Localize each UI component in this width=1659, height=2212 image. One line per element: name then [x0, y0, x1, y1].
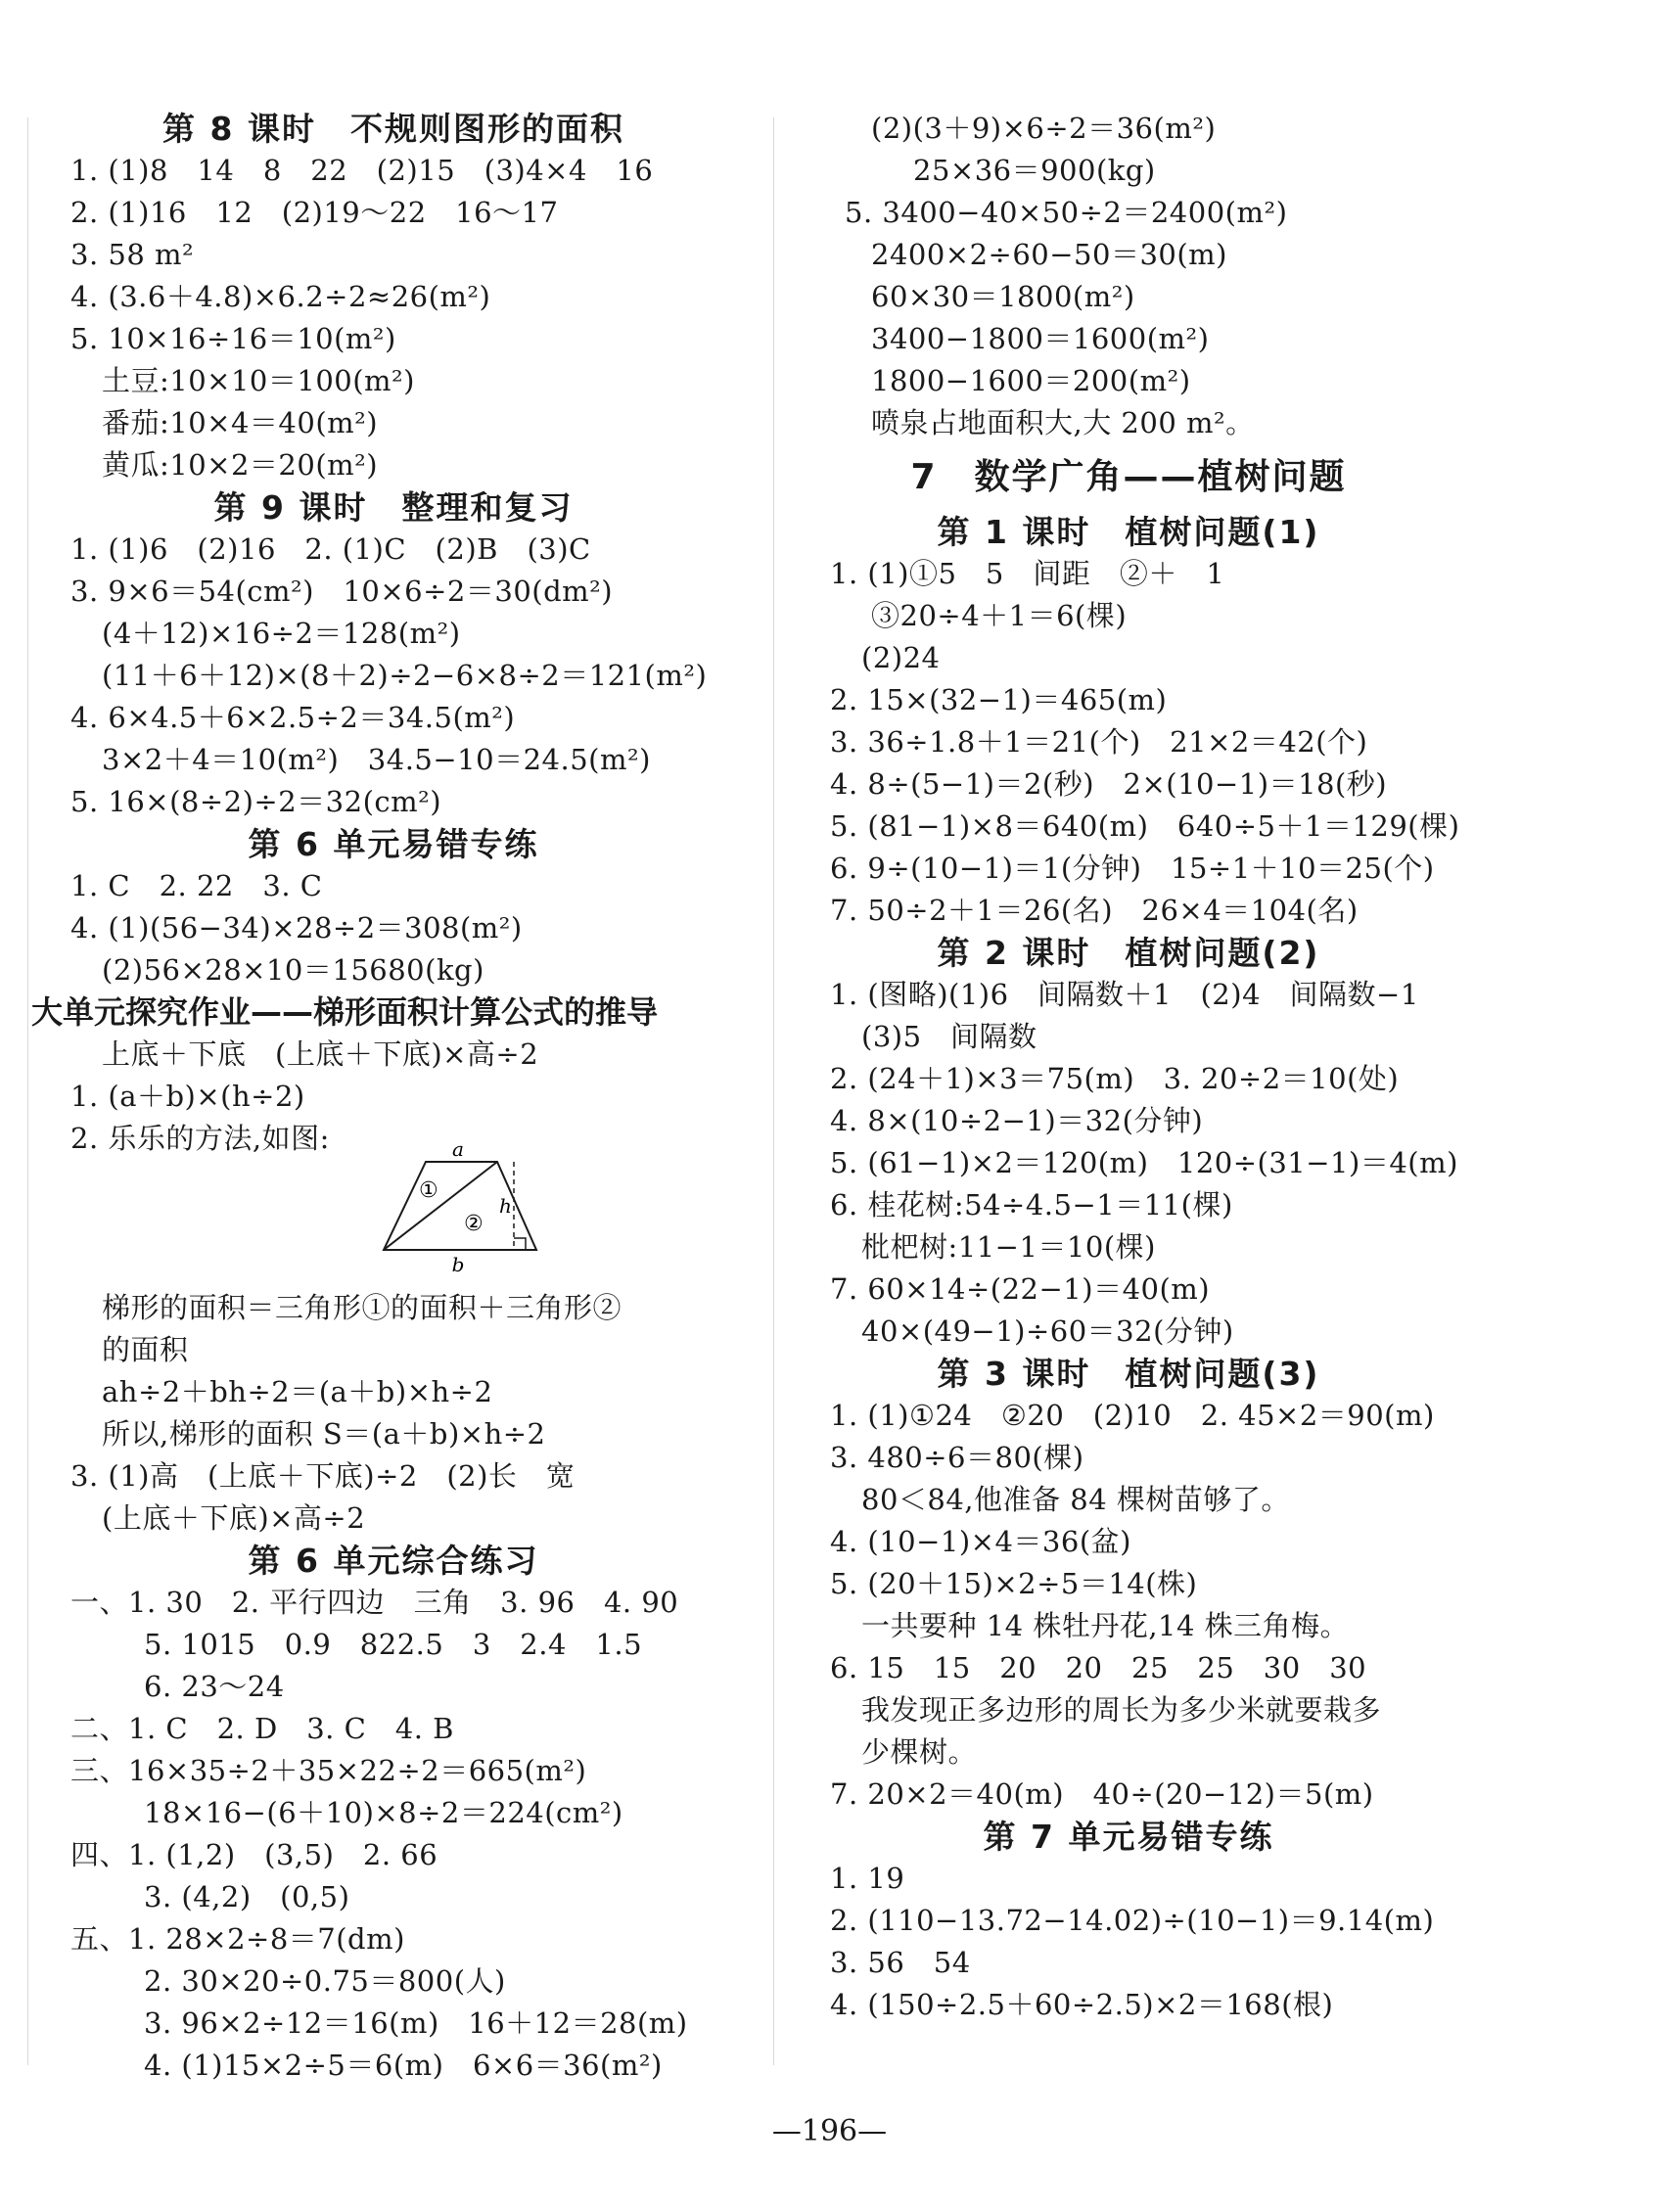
- answer-line: 1. (1)6 (2)16 2. (1)C (2)B (3)C: [70, 532, 591, 566]
- answer-line: (2)24: [861, 641, 941, 674]
- answer-line: 2400×2÷60−50＝30(m): [871, 238, 1227, 271]
- answer-line: (2)56×28×10＝15680(kg): [102, 953, 484, 987]
- answer-line: 3. (4,2) (0,5): [144, 1880, 350, 1913]
- answer-line: (3)5 间隔数: [861, 1020, 1037, 1053]
- answer-line: 6. 15 15 20 20 25 25 30 30: [830, 1651, 1367, 1684]
- answer-line: 五、1. 28×2÷8＝7(dm): [70, 1922, 405, 1956]
- label-b: b: [451, 1253, 465, 1272]
- answer-line: 80＜84,他准备 84 棵树苗够了。: [861, 1483, 1290, 1516]
- left-column: [31, 108, 756, 2087]
- label-triangle-2: ②: [464, 1212, 484, 1236]
- section-heading: 第 6 单元易错专练: [248, 825, 539, 863]
- answer-line: 5. 3400−40×50÷2＝2400(m²): [845, 196, 1288, 229]
- answer-line: 5. 1015 0.9 822.5 3 2.4 1.5: [144, 1628, 643, 1661]
- label-h: h: [499, 1194, 512, 1218]
- answer-line: 1. (1)①24 ②20 (2)10 2. 45×2＝90(m): [830, 1399, 1435, 1432]
- answer-line: 4. (3.6＋4.8)×6.2÷2≈26(m²): [70, 280, 491, 313]
- answer-line: (11＋6＋12)×(8＋2)÷2−6×8÷2＝121(m²): [102, 659, 708, 692]
- project-heading: 大单元探究作业——梯形面积计算公式的推导: [31, 993, 659, 1031]
- right-angle-mark: [514, 1238, 526, 1250]
- answer-line: 四、1. (1,2) (3,5) 2. 66: [70, 1838, 438, 1871]
- answer-line: 3. 36÷1.8＋1＝21(个) 21×2＝42(个): [830, 725, 1368, 759]
- answer-line: 梯形的面积＝三角形①的面积＋三角形②: [102, 1291, 622, 1324]
- column-divider: [773, 117, 774, 2065]
- trapezoid-diagram: [364, 1140, 560, 1272]
- answer-line: 3. 480÷6＝80(棵): [830, 1441, 1084, 1474]
- answer-line: 枇杷树:11−1＝10(棵): [861, 1230, 1156, 1264]
- answer-line: 所以,梯形的面积 S＝(a＋b)×h÷2: [102, 1417, 546, 1451]
- answer-line: 1. (a＋b)×(h÷2): [70, 1080, 305, 1113]
- right-column: [791, 108, 1466, 2026]
- answer-line: 4. 6×4.5＋6×2.5÷2＝34.5(m²): [70, 701, 516, 734]
- answer-line: 少棵树。: [861, 1735, 978, 1769]
- label-a: a: [452, 1140, 464, 1161]
- answer-line: 60×30＝1800(m²): [871, 280, 1135, 313]
- section-heading: 第 2 课时 植树问题(2): [937, 934, 1320, 972]
- answer-line: 5. 16×(8÷2)÷2＝32(cm²): [70, 785, 442, 818]
- answer-line: 3. 96×2÷12＝16(m) 16＋12＝28(m): [144, 2006, 688, 2040]
- answer-line: 二、1. C 2. D 3. C 4. B: [70, 1712, 454, 1745]
- answer-line: 1. (图略)(1)6 间隔数＋1 (2)4 间隔数−1: [830, 978, 1419, 1011]
- answer-line: (2)(3＋9)×6÷2＝36(m²): [871, 112, 1217, 145]
- answer-line: 黄瓜:10×2＝20(m²): [102, 448, 379, 482]
- answer-line: 6. 23～24: [144, 1670, 285, 1703]
- answer-line: 25×36＝900(kg): [913, 154, 1156, 187]
- answer-line: 我发现正多边形的周长为多少米就要栽多: [861, 1693, 1382, 1727]
- answer-line: 4. (1)(56−34)×28÷2＝308(m²): [70, 911, 523, 945]
- section-heading: 第 8 课时 不规则图形的面积: [162, 110, 624, 148]
- answer-line: 三、16×35÷2＋35×22÷2＝665(m²): [70, 1754, 587, 1787]
- answer-line: 3. 56 54: [830, 1946, 971, 1979]
- answer-line: 4. (150÷2.5＋60÷2.5)×2＝168(根): [830, 1988, 1334, 2021]
- answer-line: 1. C 2. 22 3. C: [70, 869, 323, 902]
- left-margin-rule: [27, 117, 28, 2065]
- answer-line: 6. 桂花树:54÷4.5−1＝11(棵): [830, 1188, 1233, 1221]
- answer-line: 一、1. 30 2. 平行四边 三角 3. 96 4. 90: [70, 1586, 679, 1619]
- answer-line: 3×2＋4＝10(m²) 34.5−10＝24.5(m²): [102, 743, 651, 776]
- answer-line: 4. 8×(10÷2−1)＝32(分钟): [830, 1104, 1204, 1137]
- answer-line: (4＋12)×16÷2＝128(m²): [102, 617, 461, 650]
- answer-line: 2. (24＋1)×3＝75(m) 3. 20÷2＝10(处): [830, 1062, 1400, 1095]
- unit-heading: 7 数学广角——植树问题: [910, 457, 1347, 497]
- answer-line: 5. 10×16÷16＝10(m²): [70, 322, 396, 355]
- answer-line: 4. (10−1)×4＝36(盆): [830, 1525, 1131, 1558]
- answer-line: 5. (61−1)×2＝120(m) 120÷(31−1)＝4(m): [830, 1146, 1458, 1179]
- answer-line: 7. 20×2＝40(m) 40÷(20−12)＝5(m): [830, 1777, 1374, 1811]
- section-heading: 第 3 课时 植树问题(3): [937, 1355, 1320, 1393]
- answer-line: 3. 9×6＝54(cm²) 10×6÷2＝30(dm²): [70, 575, 614, 608]
- answer-line: 3. (1)高 (上底＋下底)÷2 (2)长 宽: [70, 1459, 576, 1493]
- trapezoid-diagonal: [384, 1162, 497, 1250]
- answer-line: 2. 乐乐的方法,如图:: [70, 1122, 330, 1155]
- answer-line: 4. (1)15×2÷5＝6(m) 6×6＝36(m²): [144, 2049, 663, 2082]
- answer-line: 7. 50÷2＋1＝26(名) 26×4＝104(名): [830, 894, 1359, 927]
- answer-line: 18×16−(6＋10)×8÷2＝224(cm²): [144, 1796, 623, 1829]
- answer-line: 6. 9÷(10−1)＝1(分钟) 15÷1＋10＝25(个): [830, 852, 1435, 885]
- section-heading: 第 9 课时 整理和复习: [213, 488, 574, 527]
- answer-line: 2. (1)16 12 (2)19～22 16～17: [70, 196, 559, 229]
- answer-line: 3400−1800＝1600(m²): [871, 322, 1210, 355]
- answer-line: (上底＋下底)×高÷2: [102, 1501, 366, 1535]
- answer-line: 2. (110−13.72−14.02)÷(10−1)＝9.14(m): [830, 1904, 1435, 1937]
- section-heading: 第 6 单元综合练习: [248, 1542, 539, 1580]
- label-triangle-1: ①: [419, 1178, 438, 1203]
- answer-line: 7. 60×14÷(22−1)＝40(m): [830, 1272, 1211, 1306]
- section-heading: 第 1 课时 植树问题(1): [937, 513, 1320, 551]
- answer-line: 40×(49−1)÷60＝32(分钟): [861, 1314, 1234, 1348]
- answer-line: 4. 8÷(5−1)＝2(秒) 2×(10−1)＝18(秒): [830, 767, 1388, 801]
- answer-line: 1800−1600＝200(m²): [871, 364, 1191, 397]
- answer-line: ③20÷4＋1＝6(棵): [871, 599, 1128, 632]
- answer-line: 一共要种 14 株牡丹花,14 株三角梅。: [861, 1609, 1350, 1642]
- trapezoid-figure: [31, 1140, 756, 1287]
- answer-line: 的面积: [102, 1333, 189, 1366]
- answer-line: 5. (81−1)×8＝640(m) 640÷5＋1＝129(棵): [830, 809, 1460, 843]
- answer-line: ah÷2＋bh÷2＝(a＋b)×h÷2: [102, 1375, 493, 1408]
- answer-line: 上底＋下底 (上底＋下底)×高÷2: [102, 1037, 539, 1071]
- answer-line: 2. 15×(32−1)＝465(m): [830, 683, 1168, 716]
- answer-line: 5. (20＋15)×2÷5＝14(株): [830, 1567, 1198, 1600]
- answer-line: 3. 58 m²: [70, 238, 195, 271]
- answer-line: 番茄:10×4＝40(m²): [102, 406, 379, 439]
- section-heading: 第 7 单元易错专练: [983, 1818, 1274, 1856]
- answer-line: 喷泉占地面积大,大 200 m²。: [871, 406, 1255, 439]
- answer-line: 1. (1)①5 5 间距 ②＋ 1: [830, 557, 1225, 590]
- answer-line: 1. (1)8 14 8 22 (2)15 (3)4×4 16: [70, 154, 654, 187]
- answer-line: 1. 19: [830, 1862, 905, 1895]
- answer-line: 土豆:10×10＝100(m²): [102, 364, 415, 397]
- page-number: —196—: [771, 2114, 888, 2148]
- answer-line: 2. 30×20÷0.75＝800(人): [144, 1964, 506, 1998]
